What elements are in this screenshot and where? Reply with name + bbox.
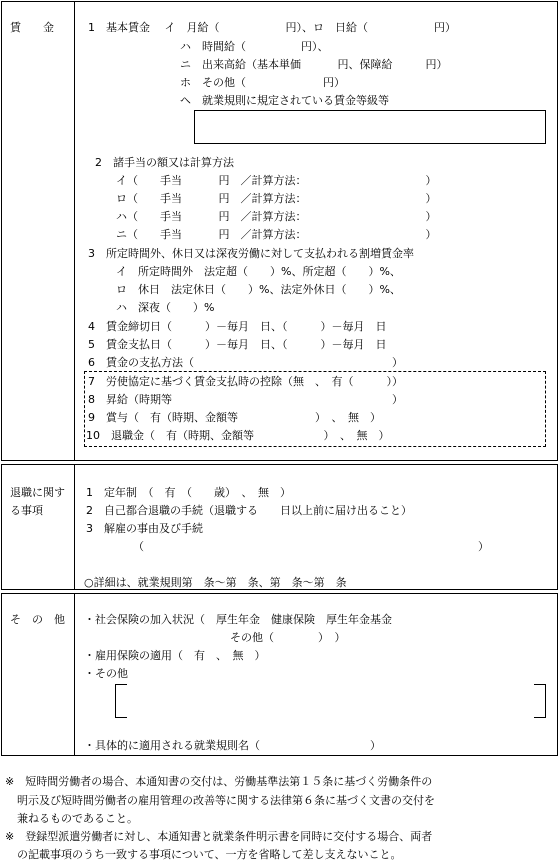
wage-payment-day: 5 賃金支払日（ ）－毎月 日、（ ）－毎月 日 <box>88 338 387 351</box>
employment-insurance: ・雇用保険の適用（ 有 、 無 ） <box>84 649 266 662</box>
wage-payment-method: 6 賃金の支払方法（ ） <box>88 356 403 369</box>
note-dispatch: ※ 登録型派遣労働者に対し、本通知書と就業条件明示書を同時に交付する場合、両者 <box>5 830 433 843</box>
wage-grade-box[interactable] <box>194 110 546 144</box>
social-insurance-other: その他（ ） ） <box>230 631 346 644</box>
retirement-allowance: 10 退職金（ 有（時期、金額等 ） 、 無 ） <box>86 429 390 442</box>
header-column-divider <box>74 1 75 461</box>
work-rules-name: ・具体的に適用される就業規則名（ ） <box>84 739 381 752</box>
bonus: 9 賞与（ 有（時期、金額等 ） 、 無 ） <box>88 411 381 424</box>
basic-wage-piecework: ニ 出来高給（基本単価 円、保障給 円） <box>180 58 448 71</box>
dismissal-paren-close: ） <box>478 540 489 553</box>
allowance-row: ハ（ 手当 円 ／計算方法： ） <box>116 210 437 223</box>
other-bracket-right <box>534 684 546 718</box>
premium-night: ハ 深夜（ ）% <box>116 301 215 314</box>
social-insurance: ・社会保険の加入状況（ 厚生年金 健康保険 厚生年金基金 <box>84 613 392 626</box>
retirement-header-line2: る事項 <box>10 504 43 517</box>
note-part-time: ※ 短時間労働者の場合、本通知書の交付は、労働基準法第１５条に基づく労働条件の <box>5 775 433 788</box>
wage-cutoff-day: 4 賃金締切日（ ）－毎月 日、（ ）－毎月 日 <box>88 320 387 333</box>
voluntary-retirement: 2 自己都合退職の手続（退職する 日以上前に届け出ること） <box>86 504 412 517</box>
header-column-divider <box>74 464 75 590</box>
other-items-label: ・その他 <box>84 667 128 680</box>
retirement-header-line1: 退職に関す <box>10 486 65 499</box>
header-column-divider <box>74 593 75 756</box>
allowances-label: 2 諸手当の額又は計算方法 <box>95 156 234 169</box>
premium-overtime: イ 所定時間外 法定超（ ）%、所定超（ ）%、 <box>116 265 401 278</box>
basic-wage-hourly: ハ 時間給（ 円）、 <box>180 40 329 53</box>
other-bracket-left <box>115 684 127 718</box>
allowance-row: ニ（ 手当 円 ／計算方法： ） <box>116 228 437 241</box>
retirement-section <box>1 464 558 590</box>
premium-holiday: ロ 休日 法定休日（ ）%、法定外休日（ ）%、 <box>116 283 401 296</box>
wage-grade-label: ヘ 就業規則に規定されている賃金等級等 <box>180 94 389 107</box>
work-rules-reference: ○詳細は、就業規則第 条～第 条、第 条～第 条 <box>84 576 347 589</box>
wages-header: 賃 金 <box>10 21 54 34</box>
note-part-time: 兼ねるものであること。 <box>17 812 138 825</box>
basic-wage-other: ホ その他（ 円） <box>180 76 345 89</box>
dismissal-label: 3 解雇の事由及び手続 <box>86 522 203 535</box>
dismissal-paren-open: （ <box>133 540 144 553</box>
premium-rate-label: 3 所定時間外、休日又は深夜労働に対して支払われる割増賃金率 <box>88 247 414 260</box>
allowance-row: ロ（ 手当 円 ／計算方法： ） <box>116 192 437 205</box>
deduction-agreement: 7 労使協定に基づく賃金支払時の控除（無 、 有（ ）） <box>88 375 403 388</box>
mandatory-retirement: 1 定年制 （ 有 （ 歳） 、 無 ） <box>86 486 291 499</box>
other-header: そ の 他 <box>10 613 65 626</box>
allowance-row: イ（ 手当 円 ／計算方法： ） <box>116 174 437 187</box>
basic-wage-line: 1 基本賃金 イ 月給（ 円）、ロ 日給（ 円） <box>88 21 456 34</box>
note-part-time: 明示及び短時間労働者の雇用管理の改善等に関する法律第６条に基づく文書の交付を <box>17 794 435 807</box>
pay-raise: 8 昇給（時期等 ） <box>88 393 403 406</box>
note-dispatch: の記載事項のうち一致する事項について、一方を省略して差し支えないこと。 <box>17 848 402 861</box>
